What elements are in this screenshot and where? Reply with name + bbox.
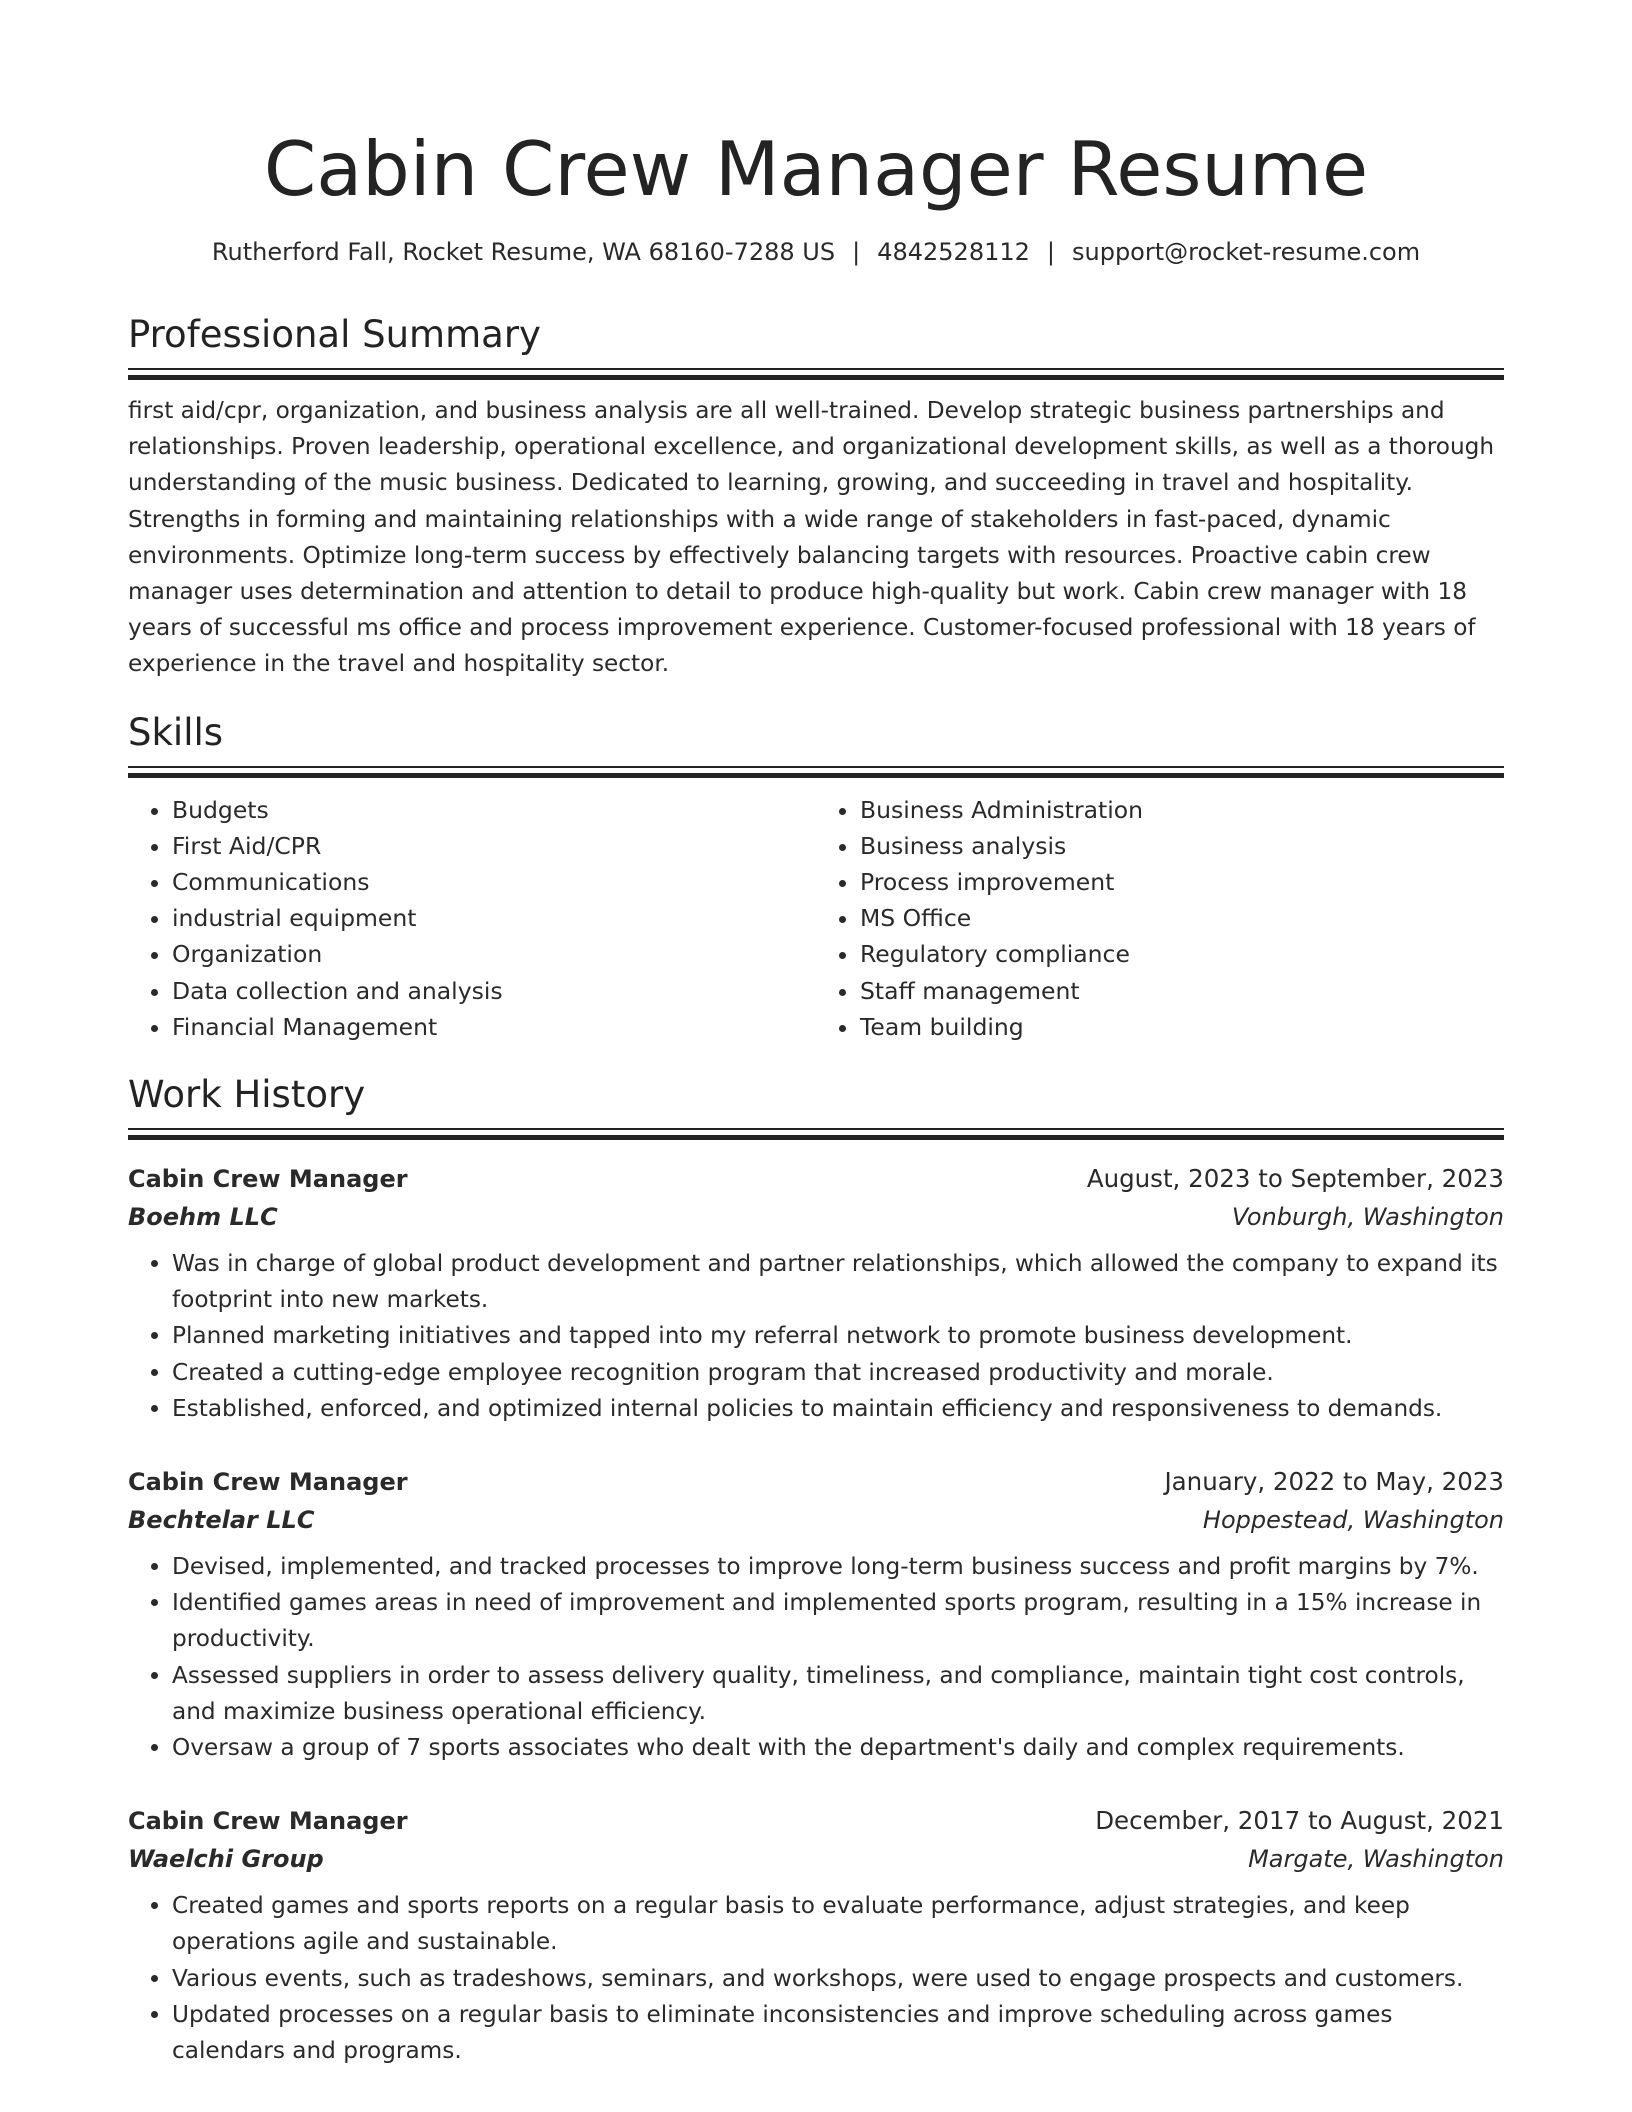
resume-title: Cabin Crew Manager Resume	[263, 125, 1369, 213]
job-dates: January, 2022 to May, 2023	[1164, 1467, 1504, 1497]
job-dates: August, 2023 to September, 2023	[1086, 1164, 1504, 1194]
job-bullet: • Planned marketing initiatives and tapped into my referral network to promote business development.	[172, 1318, 1504, 1354]
job-bullet: • Established, enforced, and optimized internal policies to maintain efficiency and responsiveness to demands.	[172, 1391, 1504, 1427]
skill-item: • Budgets	[172, 792, 816, 828]
skill-item: • Regulatory compliance	[860, 936, 1504, 972]
job-title: Cabin Crew Manager	[128, 1165, 408, 1194]
job-entry	[128, 1463, 1504, 1766]
skills-column-left	[128, 792, 816, 1045]
skills-grid	[128, 792, 1504, 1045]
job-entry	[128, 1802, 1504, 2069]
skill-item: • Team building	[860, 1009, 1504, 1045]
contact-separator: |	[852, 238, 861, 266]
job-title-row	[128, 1802, 1504, 1840]
skills-column-right	[816, 792, 1504, 1045]
skill-item: • Organization	[172, 936, 816, 972]
job-company: Waelchi Group	[128, 1845, 324, 1874]
job-dates: December, 2017 to August, 2021	[1095, 1806, 1504, 1836]
contact-phone: 4842528112	[877, 238, 1030, 266]
summary-text: first aid/cpr, organization, and business analysis are all well-trained. Develop strategic business partnerships and relationships. Proven leadership, operational excellence, and organizational development skills, as well as a thorough understanding of the music business. Dedicated to learning, growing, and succeeding in travel and hospitality. Strengths in forming and maintaining relationships with a wide range of stakeholders in fast-paced, dynamic environments. Optimize long-term success by effectively balancing targets with resources. Proactive cabin crew manager uses determination and attention to detail to produce high-quality but work. Cabin crew manager with 18 years of successful ms office and process improvement experience. Customer-focused professional with 18 years of experience in the travel and hospitality sector.	[128, 397, 1495, 678]
job-bullet: • Created games and sports reports on a regular basis to evaluate performance, adjust strategies, and keep operations agile and sustainable.	[172, 1888, 1504, 1960]
skill-item: • Communications	[172, 864, 816, 900]
skill-item: • First Aid/CPR	[172, 828, 816, 864]
job-bullet: • Identified games areas in need of improvement and implemented sports program, resulting in a 15% increase in productivity.	[172, 1585, 1504, 1657]
contact-line	[128, 236, 1504, 268]
skill-item: • industrial equipment	[172, 900, 816, 936]
job-location: Vonburgh, Washington	[1231, 1203, 1504, 1232]
job-entry	[128, 1160, 1504, 1427]
section-divider	[128, 1128, 1504, 1142]
job-bullet: • Assessed suppliers in order to assess delivery quality, timeliness, and compliance, maintain tight cost controls, and maximize business operational efficiency.	[172, 1658, 1504, 1730]
skill-item: • MS Office	[860, 900, 1504, 936]
skill-item: • Staff management	[860, 973, 1504, 1009]
job-company-row	[128, 1198, 1504, 1236]
job-bullet: • Oversaw a group of 7 sports associates who dealt with the department's daily and complex requirements.	[172, 1730, 1504, 1766]
job-bullet: • Devised, implemented, and tracked processes to improve long-term business success and profit margins by 7%.	[172, 1549, 1504, 1585]
skill-item: • Financial Management	[172, 1009, 816, 1045]
section-divider	[128, 766, 1504, 780]
job-location: Hoppestead, Washington	[1202, 1506, 1504, 1535]
job-bullet: • Created a cutting-edge employee recognition program that increased productivity and morale.	[172, 1355, 1504, 1391]
job-title: Cabin Crew Manager	[128, 1468, 408, 1497]
job-company-row	[128, 1501, 1504, 1539]
skill-item: • Data collection and analysis	[172, 973, 816, 1009]
job-location: Margate, Washington	[1248, 1845, 1504, 1874]
section-heading-work-history: Work History	[128, 1073, 366, 1117]
job-title: Cabin Crew Manager	[128, 1807, 408, 1836]
skill-item: • Process improvement	[860, 864, 1504, 900]
skill-item: • Business Administration	[860, 792, 1504, 828]
contact-address: Rutherford Fall, Rocket Resume, WA 68160-7288 US	[211, 238, 836, 266]
job-company-row	[128, 1840, 1504, 1878]
section-divider	[128, 368, 1504, 382]
job-bullets	[128, 1549, 1504, 1766]
job-bullets	[128, 1888, 1504, 2069]
job-title-row	[128, 1160, 1504, 1198]
job-title-row	[128, 1463, 1504, 1501]
job-bullets	[128, 1246, 1504, 1427]
contact-email: support@rocket-resume.com	[1072, 238, 1421, 266]
job-bullet: • Was in charge of global product development and partner relationships, which allowed the company to expand its footprint into new markets.	[172, 1246, 1504, 1318]
section-heading-skills: Skills	[128, 710, 224, 754]
job-bullet: • Various events, such as tradeshows, seminars, and workshops, were used to engage prospects and customers.	[172, 1961, 1504, 1997]
contact-separator: |	[1046, 238, 1055, 266]
section-heading-summary: Professional Summary	[128, 313, 541, 356]
job-company: Boehm LLC	[128, 1203, 278, 1232]
job-bullet: • Updated processes on a regular basis to eliminate inconsistencies and improve scheduling across games calendars and programs.	[172, 1997, 1504, 2069]
job-company: Bechtelar LLC	[128, 1506, 315, 1535]
skill-item: • Business analysis	[860, 828, 1504, 864]
